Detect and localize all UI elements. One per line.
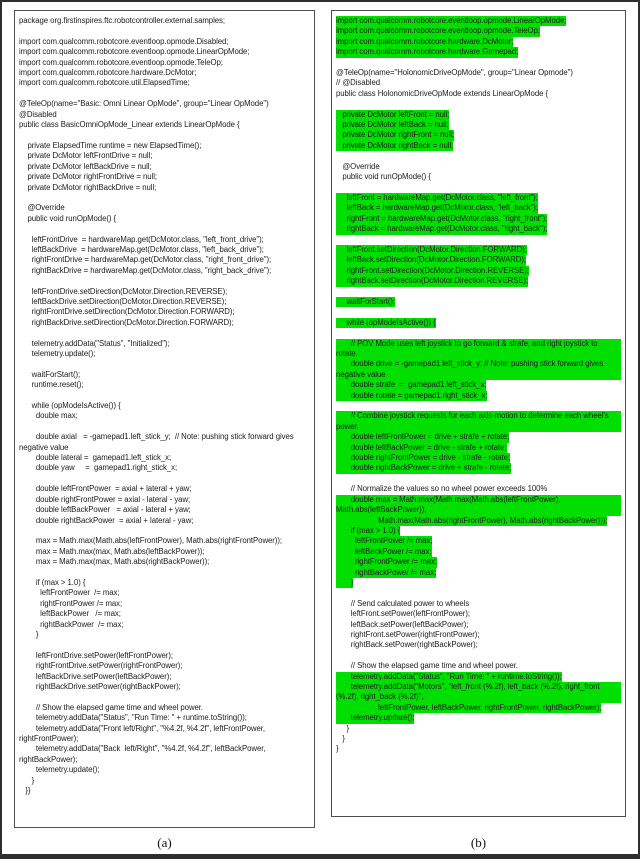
code-line: leftBackPower /= max;: [336, 546, 432, 556]
code-line: rightFront = hardwareMap.get(DcMotor.class, "right_front");: [336, 213, 548, 223]
code-line: private DcMotor rightBackDrive = null;: [19, 182, 157, 192]
code-line: @Override: [19, 203, 65, 213]
code-line: import com.qualcomm.robotcore.eventloop.opmode.Disabled;: [19, 36, 229, 46]
code-line: [336, 307, 621, 317]
code-line: double rightFrontPower = axial - lateral - yaw;: [19, 494, 191, 504]
code-line: }: [336, 734, 345, 744]
code-line: leftBackDrive.setPower(leftBackPower);: [19, 671, 172, 681]
code-line: rightFront.setPower(rightFrontPower);: [336, 629, 480, 639]
code-line: [336, 474, 621, 484]
code-line: telemetry.update();: [19, 349, 96, 358]
code-line: max = Math.max(max, Math.abs(rightBackPower));: [19, 557, 210, 567]
code-line: while (opModeIsActive()) {: [336, 317, 436, 327]
code-line: max = Math.max(max, Math.abs(leftBackPower));: [19, 546, 205, 556]
code-line: leftFrontDrive.setPower(leftFrontPower);: [19, 650, 173, 660]
code-line: leftFrontPower /= max;: [19, 588, 120, 598]
code-line: }: [336, 577, 354, 587]
code-line: private DcMotor leftBackDrive = null;: [19, 161, 152, 171]
code-line: telemetry.addData("Status", "Run Time: " + runtime.toString());: [336, 671, 562, 681]
code-line: double max = Math.max(Math.max(Math.abs(leftFrontPower), Math.abs(leftBackPower)),: [336, 495, 621, 516]
code-line: [19, 193, 310, 203]
code-line: rightFrontDrive.setPower(rightFrontPower);: [19, 661, 183, 671]
code-line: double rightBackPower = axial + lateral - yaw;: [19, 515, 194, 525]
code-line: [19, 276, 310, 286]
code-line: package org.firstinspires.ftc.robotcontroller.external.samples;: [19, 16, 225, 25]
code-line: import com.qualcomm.robotcore.eventloop.opmode.LinearOpMode;: [336, 16, 567, 25]
code-panel-a: [14, 10, 315, 828]
code-line: // POV Mode uses left joystick to go forward & strafe, and right joystick to rotate.: [336, 339, 621, 360]
code-line: import com.qualcomm.robotcore.hardware.DcMotor;: [336, 36, 514, 46]
code-line: rightFront.setDirection(DcMotor.Direction.REVERSE);: [336, 265, 529, 275]
code-line: waitForStart();: [19, 369, 81, 379]
code-line: telemetry.addData("Back left/Right", "%4.2f, %4.2f", leftBackPower, rightBackPower);: [19, 744, 268, 764]
code-panel-b: [331, 10, 626, 817]
code-line: telemetry.addData("Motors", "left_front (%.2f), left_back (%.2f), right_front (%.2f), right_back (%.2f)",: [336, 682, 621, 703]
code-line: }: [336, 723, 350, 733]
code-line: [19, 224, 310, 234]
code-line: import com.qualcomm.robotcore.eventloop.opmode.TeleOp;: [19, 57, 223, 67]
code-line: leftFront = hardwareMap.get(DcMotor.class, "left_front");: [336, 192, 538, 202]
code-line: private DcMotor leftFront = null;: [336, 109, 450, 119]
code-line: [336, 328, 621, 338]
code-line: [19, 359, 310, 369]
code-line: [336, 588, 621, 598]
code-line: leftBack = hardwareMap.get(DcMotor.class, "left_back");: [336, 203, 538, 213]
code-line: public class BasicOmniOpMode_Linear extends LinearOpMode {: [19, 120, 240, 130]
code-line: telemetry.addData("Status", "Run Time: " + runtime.toString());: [19, 713, 247, 723]
code-line: [19, 26, 310, 36]
code-line: rightBack = hardwareMap.get(DcMotor.class, "right_back");: [336, 224, 548, 234]
code-line: [336, 99, 621, 109]
code-line: // Normalize the values so no wheel power exceeds 100%: [336, 484, 548, 494]
code-line: public class HolonomicDriveOpMode extends LinearOpMode {: [336, 88, 549, 98]
code-line: private DcMotor rightFrontDrive = null;: [19, 172, 158, 182]
code-line: [336, 651, 621, 661]
code-line: // Send calculated power to wheels: [336, 598, 470, 608]
code-line: [19, 526, 310, 536]
code-line: import com.qualcomm.robotcore.eventloop.opmode.LinearOpMode;: [19, 47, 250, 57]
code-line: // @Disabled: [336, 78, 381, 88]
code-line: leftFront.setPower(leftFrontPower);: [336, 609, 470, 619]
code-line: double drive = -gamepad1.left_stick_y; // Note: pushing stick forward gives negative value: [336, 359, 621, 380]
code-line: double leftBackPower = drive - strafe + rotate;: [336, 442, 507, 452]
code-line: [19, 89, 310, 99]
code-line: double leftFrontPower = drive + strafe + rotate;: [336, 432, 510, 442]
subfigure-label-b: (b): [470, 835, 487, 850]
code-line: // Show the elapsed game time and wheel power.: [19, 702, 204, 712]
code-line: import com.qualcomm.robotcore.util.ElapsedTime;: [19, 78, 190, 88]
code-line: @Override: [336, 161, 380, 171]
code-line: [19, 422, 310, 432]
code-line: telemetry.addData("Front left/Right", "%4.2f, %4.2f", leftFrontPower, rightFrontPower);: [19, 723, 268, 744]
code-line: rightBackDrive.setPower(rightBackPower);: [19, 682, 181, 691]
code-line: rightBack.setPower(rightBackPower);: [336, 640, 478, 650]
code-line: telemetry.update();: [19, 765, 100, 775]
code-line: double axial = -gamepad1.left_stick_y; // Note: pushing stick forward gives negative value: [19, 432, 296, 452]
code-line: leftFrontDrive.setDirection(DcMotor.Direction.REVERSE);: [19, 286, 228, 296]
code-line: while (opModeIsActive()) {: [19, 401, 121, 411]
code-line: rightBackDrive = hardwareMap.get(DcMotor.class, "right_back_drive");: [19, 265, 272, 275]
code-line: max = Math.max(Math.abs(leftFrontPower), Math.abs(rightFrontPower));: [19, 536, 283, 546]
code-line: [336, 151, 621, 161]
code-line: private DcMotor rightBack = null;: [336, 140, 454, 150]
code-line: double leftBackPower = axial - lateral + yaw;: [19, 505, 191, 515]
code-line: if (max > 1.0) {: [19, 577, 86, 587]
code-line: [336, 183, 621, 193]
code-line: if (max > 1.0) {: [336, 525, 401, 535]
code-line: public void runOpMode() {: [336, 172, 431, 182]
code-line: rightFrontDrive.setDirection(DcMotor.Direction.FORWARD);: [19, 307, 235, 317]
code-line: double rightBackPower = drive + strafe - rotate;: [336, 463, 512, 473]
code-line: }: [19, 775, 35, 785]
code-line: double leftFrontPower = axial + lateral + yaw;: [19, 484, 192, 494]
code-line: telemetry.update();: [336, 713, 415, 723]
code-line: leftBackDrive.setDirection(DcMotor.Direction.REVERSE);: [19, 296, 227, 306]
code-line: @TeleOp(name="HolonomicDriveOpMode", group="Linear Opmode"): [336, 68, 573, 78]
code-line: double max;: [19, 411, 78, 421]
code-line: public void runOpMode() {: [19, 213, 117, 223]
code-line: rightBack.setDirection(DcMotor.Direction.REVERSE);: [336, 276, 529, 286]
code-line: // Combine joystick requests for each axis-motion to determine each wheel's power.: [336, 411, 621, 432]
code-line: leftBack.setPower(leftBackPower);: [336, 619, 469, 629]
code-line: [336, 287, 621, 297]
code-line: leftFrontDrive = hardwareMap.get(DcMotor.class, "left_front_drive");: [19, 234, 264, 244]
code-line: rightBackDrive.setDirection(DcMotor.Direction.FORWARD);: [19, 317, 234, 327]
code-line: leftFront.setDirection(DcMotor.Direction.FORWARD);: [336, 244, 527, 254]
code-line: private DcMotor rightFront = null;: [336, 130, 455, 140]
code-line: [336, 401, 621, 411]
code-line: }: [19, 629, 39, 639]
code-line: rightBackPower /= max;: [19, 619, 124, 629]
code-line: double strafe = gamepad1.left_stick_x;: [336, 380, 487, 390]
code-line: // Show the elapsed game time and wheel power.: [336, 661, 518, 671]
code-line: [19, 474, 310, 484]
code-line: }: [336, 744, 339, 754]
code-line: [19, 640, 310, 650]
code-line: private DcMotor leftBack = null;: [336, 120, 449, 130]
code-line: leftBack.setDirection(DcMotor.Direction.FORWARD);: [336, 255, 526, 265]
code-line: double yaw = gamepad1.right_stick_x;: [19, 463, 178, 473]
code-line: private DcMotor leftFrontDrive = null;: [19, 151, 153, 161]
code-line: waitForStart();: [336, 296, 396, 306]
code-line: import com.qualcomm.robotcore.hardware.DcMotor;: [19, 68, 197, 78]
code-line: leftBackDrive = hardwareMap.get(DcMotor.class, "left_back_drive");: [19, 244, 264, 254]
code-line: leftBackPower /= max;: [19, 609, 121, 619]
code-line: [19, 328, 310, 338]
code-line: [19, 692, 310, 702]
code-line: [19, 391, 310, 401]
code-line: @TeleOp(name="Basic: Omni Linear OpMode", group="Linear OpMode"): [19, 99, 269, 109]
code-line: runtime.reset();: [19, 380, 84, 390]
code-line: leftFrontPower /= max;: [336, 536, 433, 546]
code-line: import com.qualcomm.robotcore.eventloop.opmode.TeleOp;: [336, 26, 540, 36]
code-line: @Disabled: [19, 109, 57, 119]
code-line: [336, 235, 621, 245]
code-line: double lateral = gamepad1.left_stick_x;: [19, 453, 172, 463]
code-line: import com.qualcomm.robotcore.hardware.Gamepad;: [336, 47, 519, 57]
code-line: Math.max(Math.abs(rightFrontPower), Math.abs(rightBackPower)));: [336, 515, 608, 525]
code-line: leftFrontPower, leftBackPower, rightFrontPower, rightBackPower);: [336, 702, 602, 712]
code-line: rightBackPower /= max;: [336, 567, 437, 577]
code-line: [19, 130, 310, 140]
code-line: [19, 568, 310, 578]
code-line: rightFrontDrive = hardwareMap.get(DcMotor.class, "right_front_drive");: [19, 255, 272, 265]
code-line: rightFrontPower /= max;: [19, 598, 123, 608]
code-line: }}: [19, 786, 31, 796]
code-line: double rotate = gamepad1.right_stick_x;: [336, 390, 488, 400]
code-line: double rightFrontPower = drive - strafe - rotate;: [336, 453, 511, 463]
code-line: telemetry.addData("Status", "Initialized");: [19, 338, 170, 348]
code-line: rightFrontPower /= max;: [336, 557, 438, 567]
code-line: [336, 58, 621, 68]
code-line: private ElapsedTime runtime = new ElapsedTime();: [19, 140, 202, 150]
subfigure-label-a: (a): [157, 835, 172, 850]
